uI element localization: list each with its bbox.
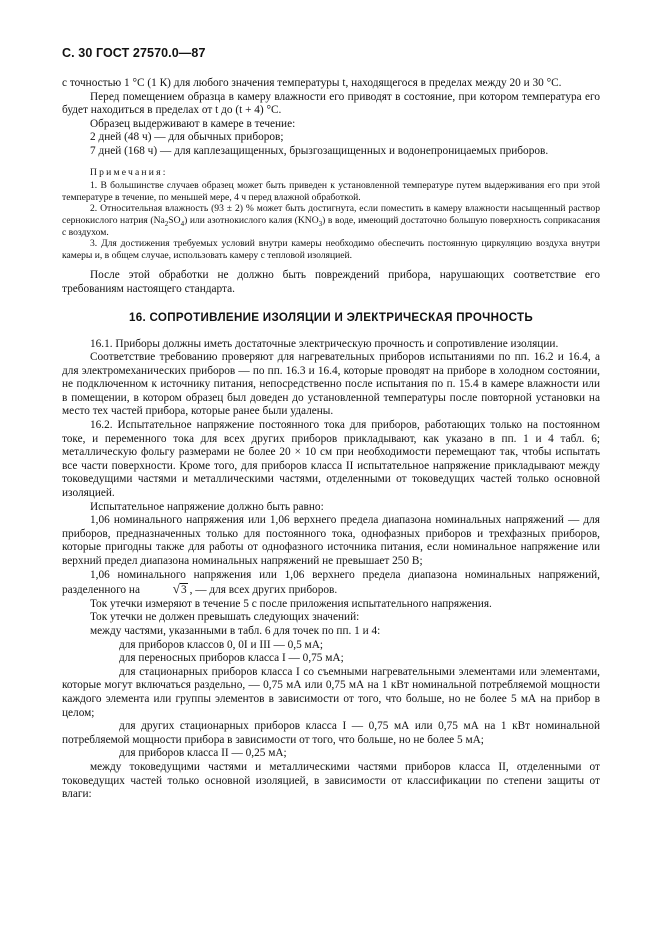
list-item-portable-class-1: для переносных приборов класса I — 0,75 мА; bbox=[119, 652, 344, 665]
paragraph-leakage-limits: Ток утечки не должен превышать следующих значений: bbox=[90, 611, 360, 624]
paragraph-hold-time: Образец выдерживают в камере в течение: bbox=[90, 117, 296, 130]
clause-16-2: 16.2. Испытательное напряжение постоянного тока для приборов, работающих только на постоянном токе, и переменного тока для всех других приборов прикладывают, как указано в пп. 1 и 4 табл. 6; металлическую фольгу размерами не более 20 × 10 см при необходимости перемещают так, чтобы испытать все части поверхности. Кроме того, для приборов класса II испытательное напряжение прикладывают между токоведущими частями и металлическими частями, отделенными от токоведущих частей только основной изоляцией. bbox=[62, 419, 600, 500]
paragraph-voltage-dc-single-phase: 1,06 номинального напряжения или 1,06 верхнего предела диапазона номинальных напряжений — для приборов, предназначенных только для постоянного тока, однофазных приборов и трехфазных приборов, которые пригодны также для работы от однофазного источника питания, если номинальное напряжение или верхний предел диапазона номинальных напряжений не превышает 250 В; bbox=[62, 514, 600, 567]
clause-16-1: 16.1. Приборы должны иметь достаточные электрическую прочность и сопротивление изоляции. bbox=[90, 337, 559, 350]
list-item-class-0: для приборов классов 0, 0I и III — 0,5 мА; bbox=[119, 638, 323, 651]
note-3: 3. Для достижения требуемых условий внутри камеры необходимо обеспечить постоянную циркуляцию воздуха внутри камеры и, в общем случае, использовать камеру с тепловой изоляцией. bbox=[62, 238, 600, 261]
paragraph-no-damage: После этой обработки не должно быть повреждений прибора, нарушающих соответствие его требованиям настоящего стандарта. bbox=[62, 269, 600, 295]
list-item-stationary-class-1-removable: для стационарных приборов класса I со съемными нагревательными элементами или элементами, которые могут включаться раздельно, — 0,75 мА или 0,75 мА на 1 кВт номинальной потребляемой мощности каждого элемента или группы элементов в зависимости от того, что больше, но не более 5 мА на прибор в целом; bbox=[62, 665, 600, 719]
notes-block bbox=[62, 167, 600, 262]
paragraph-compliance-check: Соответствие требованию проверяют для нагревательных приборов испытаниями по пп. 16.2 и 16.4, а для электромеханических приборов — по пп. 16.3 и 16.4, которые проводят на приборе в холодном состоянии, не подключенном к источнику питания, непосредственно после испытания по п. 15.4 в камере влажности или в помещении, в котором образец был доведен до установленной температуры после повторной установки на место тех частей прибора, которые ранее были удалены. bbox=[62, 351, 600, 418]
paragraph-between-parts: между частями, указанными в табл. 6 для точек по пп. 1 и 4: bbox=[90, 624, 381, 637]
paragraph-continuation: с точностью 1 °С (1 К) для любого значения температуры t, находящегося в пределах между 20 и 30 °С. bbox=[62, 77, 562, 89]
paragraph-leakage-measure: Ток утечки измеряют в течение 5 с после приложения испытательного напряжения. bbox=[90, 597, 492, 610]
note-2: 2. Относительная влажность (93 ± 2) % может быть достигнута, если поместить в камеру влажности насыщенный раствор сернокислого натрия $(Na_2SO_4)$ или азотнокислого калия $(KNO_3)$ в воде, имеющий достаточно большую поверхность соприкасания с воздухом. bbox=[62, 203, 601, 238]
list-item-2-days: 2 дней (48 ч) — для обычных приборов; bbox=[90, 131, 284, 144]
document-body bbox=[62, 77, 600, 802]
paragraph-test-voltage: Испытательное напряжение должно быть равно: bbox=[90, 500, 324, 513]
note-1: 1. В большинстве случаев образец может быть приведен к установленной температуре путем выдерживания его при этой температуре в течение, по меньшей мере, 4 ч перед влажной обработкой. bbox=[62, 180, 600, 203]
list-item-class-2: для приборов класса II — 0,25 мА; bbox=[119, 747, 287, 760]
page-header: С. 30 ГОСТ 27570.0—87 bbox=[62, 46, 206, 60]
list-item-7-days: 7 дней (168 ч) — для каплезащищенных, брызгозащищенных и водонепроницаемых приборов. bbox=[90, 144, 549, 157]
list-item-other-stationary-class-1: для других стационарных приборов класса I — 0,75 мА или 0,75 мА на 1 кВт номинальной потребляемой мощности прибора в зависимости от того, что больше, но не более 5 мА; bbox=[62, 720, 600, 746]
paragraph-voltage-other: 1,06 номинального напряжения или 1,06 верхнего предела диапазона номинальных напряжений, разделенного на √3 , — для всех других приборов. bbox=[62, 568, 600, 597]
paragraph-sample-state: Перед помещением образца в камеру влажности его приводят в состояние, при котором температура его будет находиться в пределах от t до (t + 4) °С. bbox=[62, 90, 600, 117]
paragraph-class-2-live-parts: между токоведущими частями и металлическими частями приборов класса II, отделенными от токоведущих частей только основной изоляцией, в зависимости от классификации по степени защиты от влаги: bbox=[62, 760, 600, 801]
sqrt-three: √3 bbox=[172, 581, 187, 597]
section-title: 16. СОПРОТИВЛЕНИЕ ИЗОЛЯЦИИ И ЭЛЕКТРИЧЕСКАЯ ПРОЧНОСТЬ bbox=[129, 310, 533, 324]
notes-title: Примечания: bbox=[90, 166, 168, 178]
